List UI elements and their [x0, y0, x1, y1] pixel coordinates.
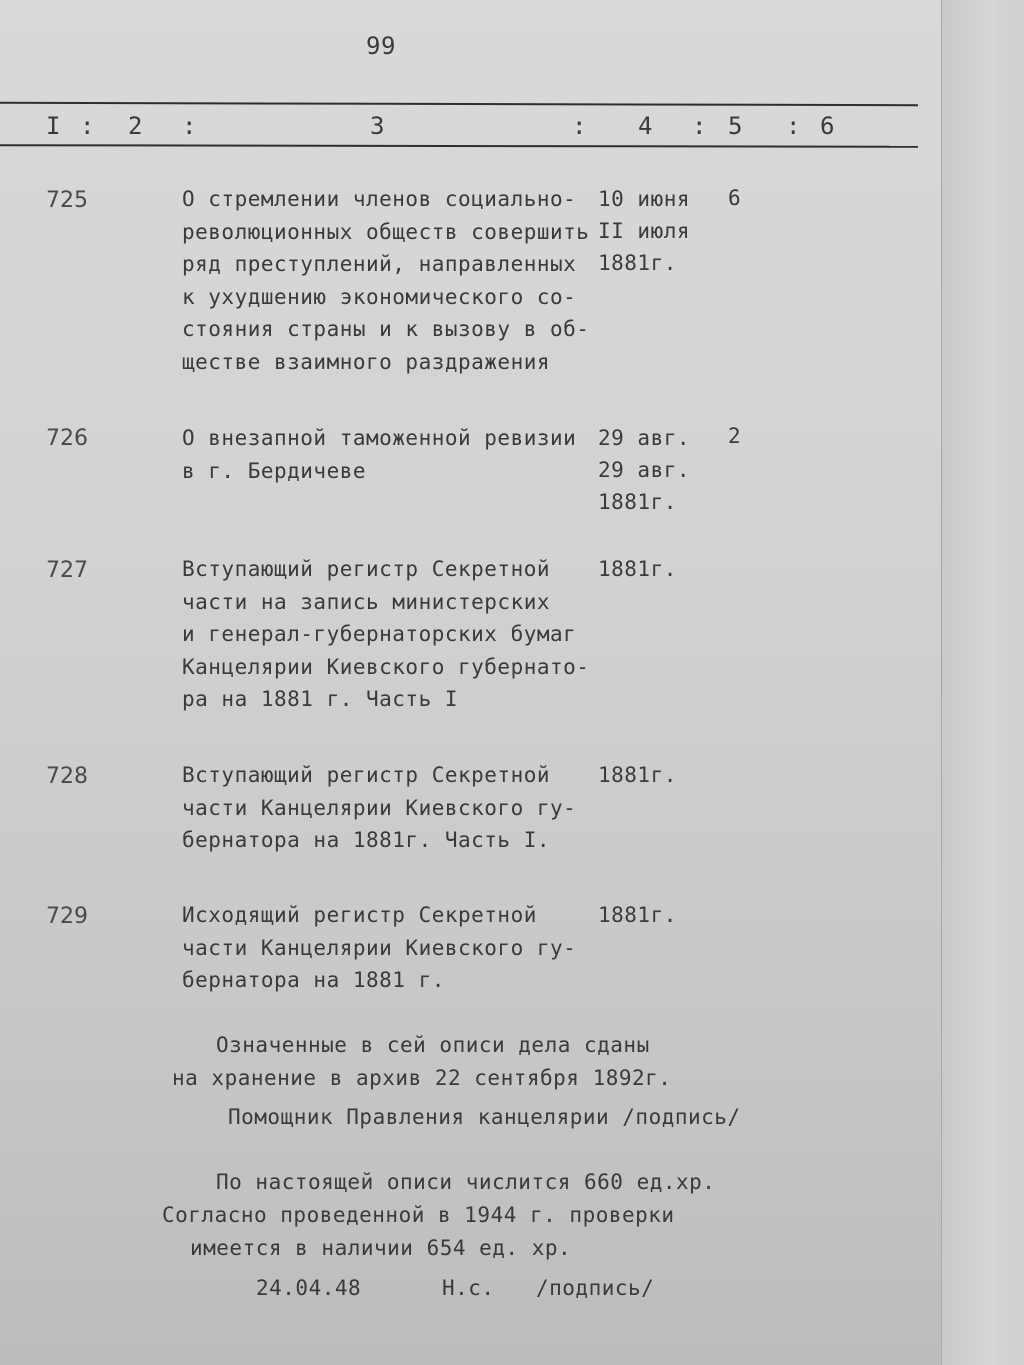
entry-number: 728	[46, 764, 88, 789]
column-header: 3	[370, 112, 385, 140]
entry-title-line: ра на 1881 г. Часть I	[182, 687, 459, 711]
page-number: 99	[366, 32, 396, 60]
closing-note-line: Означенные в сей описи дела сданы	[216, 1033, 650, 1057]
entry-title-line: революционных обществ совершить	[182, 219, 590, 244]
entry-title-line: части Канцелярии Киевского гу-	[182, 935, 577, 960]
entry-title-line: части на запись министерских	[182, 589, 551, 614]
entry-date-line: 1881г.	[598, 763, 677, 787]
entry-dates	[598, 183, 690, 279]
verification-note-line: По настоящей описи числится 660 ед.хр.	[216, 1170, 716, 1194]
entry-date-line: 29 авг.	[598, 426, 691, 450]
entry-sheet-count: 6	[728, 186, 742, 210]
closing-note-line: на хранение в архив 22 сентября 1892г.	[172, 1066, 672, 1090]
verification-signature: /подпись/	[536, 1276, 655, 1300]
entry-title-line: и генерал-губернаторских бумаг	[182, 622, 577, 646]
entry-number: 729	[46, 904, 88, 929]
entry-date-line: II июля	[598, 219, 691, 243]
entry-date-line: 1881г.	[598, 490, 677, 514]
entry-title-line: бернатора на 1881 г.	[182, 968, 445, 992]
entry-title-line: О внезапной таможенной ревизии	[182, 426, 577, 450]
column-separator: :	[786, 112, 801, 140]
entry-dates	[598, 422, 690, 518]
entry-title	[182, 553, 602, 716]
entry-date-line: 10 июня	[598, 187, 691, 211]
column-separator: :	[80, 112, 95, 140]
entry-title-line: Вступающий регистр Секретной	[182, 557, 551, 581]
entry-title-line: стояния страны и к вызову в об-	[182, 317, 590, 341]
verification-note-line: Согласно проведенной в 1944 г. проверки	[162, 1203, 675, 1227]
column-header: 4	[638, 112, 653, 140]
entry-title-line: ряд преступлений, направленных	[182, 252, 577, 276]
verification-initials: Н.с.	[442, 1276, 495, 1300]
entry-dates	[598, 899, 677, 931]
column-separator: :	[182, 112, 197, 140]
entry-title-line: Вступающий регистр Секретной	[182, 763, 551, 787]
entry-title-line: к ухудшению экономического со-	[182, 284, 577, 309]
entry-title	[182, 422, 602, 487]
entry-title-line: ществе взаимного раздражения	[182, 349, 551, 374]
entry-title	[182, 759, 602, 857]
entry-title-line: О стремлении членов социально-	[182, 187, 577, 211]
column-header: 6	[820, 112, 835, 140]
page-edge-margin	[941, 0, 1024, 1365]
entry-date-line: 29 авг.	[598, 458, 691, 482]
entry-date-line: 1881г.	[598, 903, 677, 927]
entry-date-line: 1881г.	[598, 251, 677, 275]
entry-number: 727	[46, 558, 88, 583]
header-top-rule	[0, 102, 918, 106]
entry-date-line: 1881г.	[598, 557, 677, 581]
entry-number: 725	[46, 188, 88, 213]
entry-title-line: части Канцелярии Киевского гу-	[182, 795, 577, 820]
header-bottom-rule	[0, 144, 918, 148]
entry-title-line: Исходящий регистр Секретной	[182, 903, 537, 927]
entry-title	[182, 183, 602, 378]
entry-title-line: бернатора на 1881г. Часть I.	[182, 828, 551, 852]
column-header: 5	[728, 112, 743, 140]
verification-note-line: имеется в наличии 654 ед. хр.	[190, 1236, 572, 1260]
column-separator: :	[692, 112, 707, 140]
entry-dates	[598, 553, 677, 585]
column-header: I	[46, 112, 61, 140]
entry-title-line: в г. Бердичеве	[182, 458, 367, 483]
entry-title	[182, 899, 602, 997]
entry-dates	[598, 759, 677, 791]
entry-sheet-count: 2	[728, 424, 742, 448]
column-header: 2	[128, 112, 143, 140]
column-separator: :	[572, 112, 587, 140]
entry-number: 726	[46, 426, 88, 451]
entry-title-line: Канцелярии Киевского губернато-	[182, 654, 590, 679]
verification-date: 24.04.48	[256, 1276, 362, 1300]
closing-signature: Помощник Правления канцелярии /подпись/	[228, 1105, 741, 1129]
